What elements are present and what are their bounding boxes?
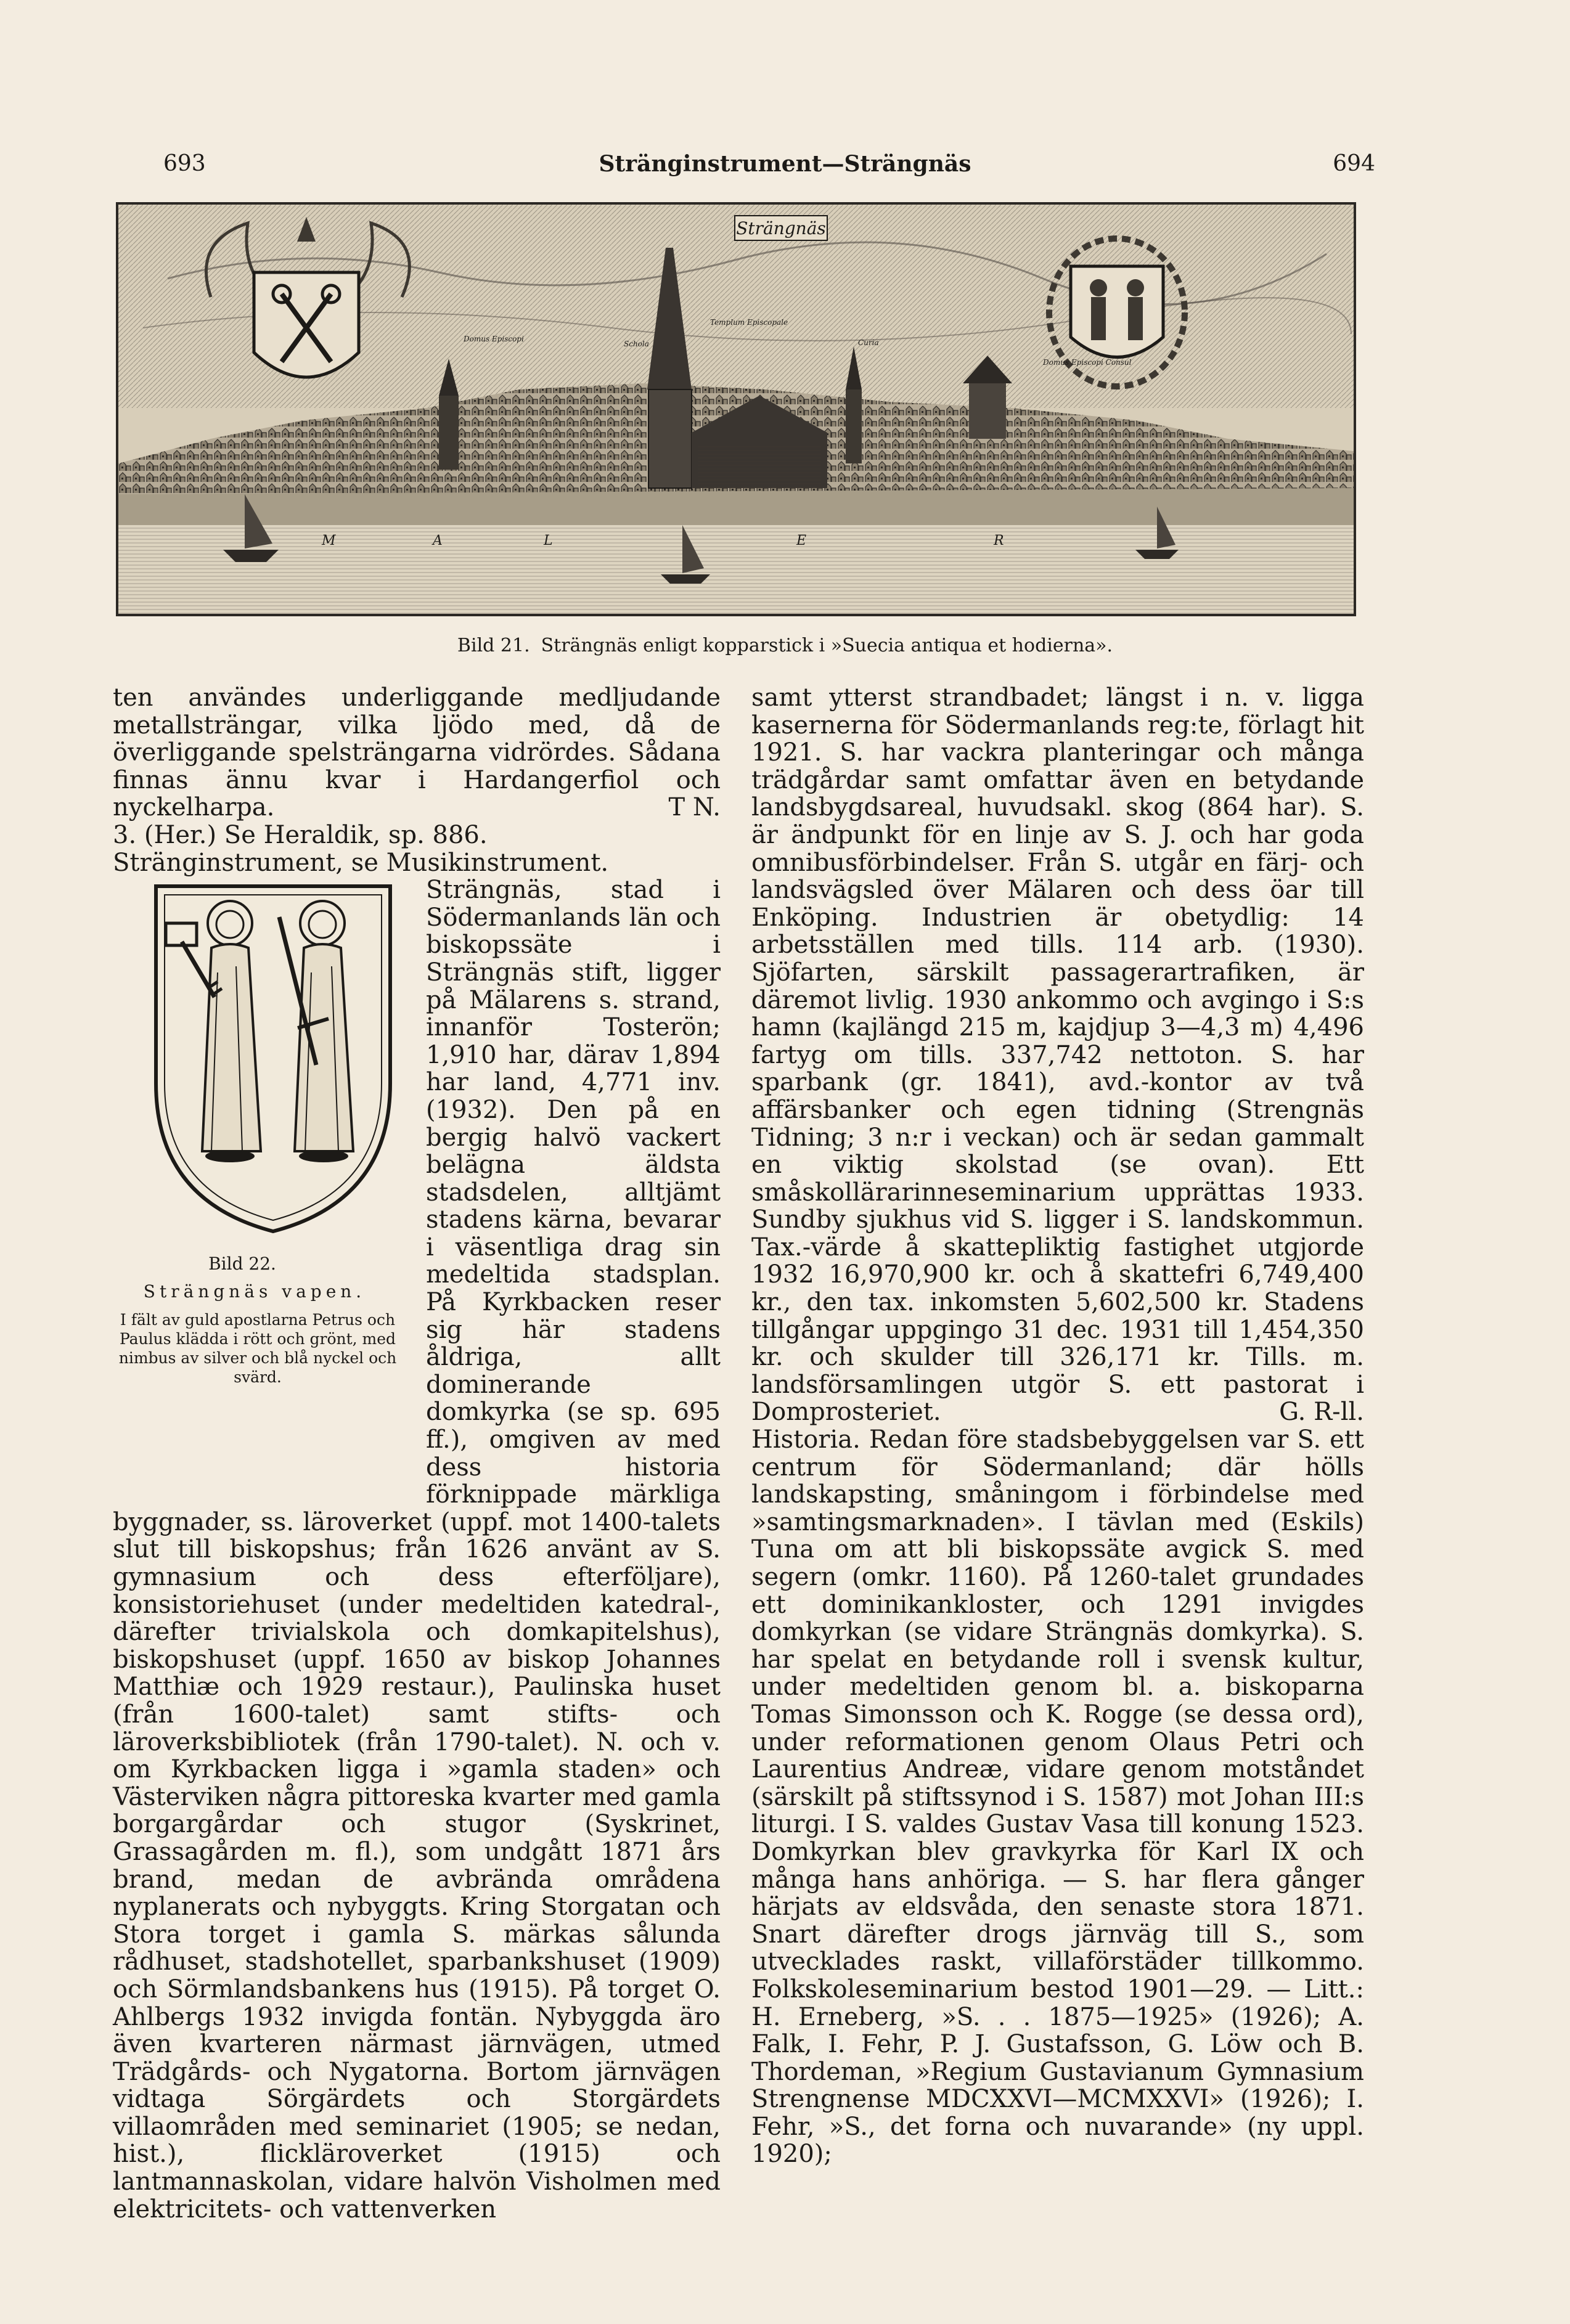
paragraph-hardanger: ten användes underliggande medljudande metallsträngar, vilka ljödo med, då de överliggande spelsträngarna vidrördes. Sådana finnas ännu kvar i Hardangerfiol och nyckelharpa. T N. bbox=[113, 683, 721, 822]
engraving-label: Templum Episcopale bbox=[710, 318, 788, 327]
text-column-right bbox=[751, 684, 1364, 2168]
paragraph-heraldik: 3. (Her.) Se Heraldik, sp. 886. bbox=[113, 820, 488, 849]
author-signature: T N. bbox=[668, 793, 721, 822]
paragraph-strangnas-continued: samt ytterst strandbadet; längst i n. v. ligga kasernerna för Södermanlands reg:te, förlagt hit 1921. S. har vackra planteringar och många trädgårdar samt omfattar även en betydande landsbygdsareal, huvudsakl. skog (864 har). S. är ändpunkt för en linje av S. J. och har goda omnibusförbindelser. Från S. utgår en färj- och landsvägsled över Mälaren och dess öar till Enköping. Industrien är obetydlig: 14 arbetsställen med tills. 114 arb. (1930). Sjöfarten, särskilt passagerartrafiken, är däremot livlig. 1930 ankommo och avgingo i S:s hamn (kajlängd 215 m, kajdjup 3—4,3 m) 4,496 fartyg om tills. 337,742 nettoton. S. har sparbank (gr. 1841), avd.-kontor av två affärsbanker och egen tidning (Strengnäs Tidning; 3 n:r i veckan) och är sedan gammalt en viktig skolstad (se ovan). Ett småskollärarinneseminarium upprättas 1933. Sundby sjukhus vid S. ligger i S. landskommun. Tax.-värde å skattepliktig fastighet utgjorde 1932 16,970,900 kr. och å skattefri 6,749,400 kr., den tax. inkomsten 5,602,500 kr. Stadens tillgångar uppgingo 31 dec. 1931 till 1,454,350 kr. och skulder till 326,171 kr. Tills. m. landsförsamlingen utgör S. ett pastorat i Domprosteriet. G. R-ll. bbox=[751, 683, 1364, 1427]
figure-22-name: Strängnäs vapen. bbox=[143, 1281, 366, 1302]
engraving-letter: A bbox=[433, 533, 443, 548]
engraving-letter: R bbox=[994, 533, 1004, 548]
paragraph-historia: Historia. Redan före stadsbebyggelsen var S. ett centrum för Södermanland; där hölls landskapsting, småningom i förbindelse med »samtingsmarknaden». I tävlan med (Eskils) Tuna om att bli biskopssäte avgick S. med segern (omkr. 1160). På 1260-talet grundades ett dominikankloster, och 1291 invigdes domkyrkan (se vidare Strängnäs domkyrka). S. har spelat en betydande roll i svensk kultur, under medeltiden genom bl. a. biskoparna Tomas Simonsson och K. Rogge (se dessa ord), under reformationen genom Olaus Petri och Laurentius Andreæ, vidare genom motståndet (särskilt på stiftssynod i S. 1587) mot Johan III:s liturgi. I S. valdes Gustav Vasa till konung 1523. Domkyrkan blev gravkyrka för Karl IX och många hans anhöriga. — S. har flera gånger härjats av eldsvåda, den senaste stora 1871. Snart därefter drogs järnväg till S., som utvecklades raskt, villaförstäder tillkommo. Folkskoleseminarium bestod 1901—29. — Litt.: H. Erneberg, »S. . . 1875—1925» (1926); A. Falk, I. Fehr, P. J. Gustafsson, G. Löw och B. Thordeman, »Regium Gustavianum Gymnasium Strengnense MDCXXVI—MCMXXVI» (1926); I. Fehr, »S., det forna och nuvarande» (ny uppl. 1920); bbox=[751, 1425, 1364, 2169]
engraving-letter: L bbox=[544, 533, 553, 548]
engraving-label: Domus Episcopi Consul bbox=[1043, 358, 1132, 367]
engraving-label: Domus Episcopi bbox=[464, 335, 524, 343]
running-header: Stränginstrument—Strängnäs bbox=[599, 151, 971, 177]
figure-21-label: Bild 21. bbox=[457, 635, 530, 656]
figure-21-caption bbox=[0, 635, 1570, 656]
figure-21-caption-text: Strängnäs enligt kopparstick i »Suecia antiqua et hodierna». bbox=[541, 635, 1113, 656]
figure-22-description: I fält av guld apostlarna Petrus och Paulus klädda i rött och grönt, med nimbus av silver och blå nyckel och svärd. bbox=[118, 1311, 397, 1387]
figure-22-label: Bild 22. bbox=[208, 1254, 276, 1274]
engraving-letter: E bbox=[796, 533, 807, 548]
engraving-label: Curia bbox=[858, 338, 879, 347]
engraving-strangnas bbox=[116, 202, 1356, 616]
engraving-letter: M bbox=[322, 533, 336, 548]
engraving-label: Schola bbox=[624, 340, 649, 348]
engraving-illustration bbox=[118, 205, 1354, 614]
engraving-title: Strängnäs bbox=[736, 218, 826, 239]
page-number-left: 693 bbox=[163, 151, 206, 176]
figure-22-coat-of-arms bbox=[113, 876, 420, 1493]
text-column-left bbox=[113, 684, 721, 2223]
page-number-right: 694 bbox=[1333, 151, 1375, 176]
coat-of-arms-icon bbox=[144, 880, 403, 1237]
entry-stranginstrument: Stränginstrument, se Musikinstrument. bbox=[113, 848, 609, 877]
author-signature: G. R-ll. bbox=[1279, 1398, 1364, 1427]
entry-strangnas: Strängnäs, stad i Södermanlands län och biskopssäte i Strängnäs stift, ligger på Mälarens s. strand, innanför Tosterön; 1,910 har, därav 1,894 har land, 4,771 inv. (1932). Den på en bergig halvö vackert belägna äldsta stadsdelen, alltjämt stadens kärna, bevarar i väsentliga drag sin medeltida stadsplan. På Kyrkbacken reser sig här stadens åldriga, allt dominerande domkyrka (se sp. 695 ff.), omgiven av med dess historia förknippade märkliga byggnader, ss. läroverket (uppf. mot 1400-talets slut till biskopshus; från 1626 använt av S. gymnasium och dess efterföljare), konsistoriehuset (under medeltiden katedral-, därefter trivialskola och domkapitelshus), biskopshuset (uppf. 1650 av biskop Johannes Matthiæ och 1929 restaur.), Paulinska huset (från 1600-talet) samt stifts- och läroverksbibliotek (från 1790-talet). N. och v. om Kyrkbacken ligga i »gamla staden» och Västerviken några pittoreska kvarter med gamla borgargårdar och stugor (Syskrinet, Grassagården m. fl.), som undgått 1871 års brand, medan de avbrända områdena nyplanerats och nybyggts. Kring Storgatan och Stora torget i gamla S. märkas sålunda rådhuset, stadshotellet, sparbankshuset (1909) och Sörmlandsbankens hus (1915). På torget O. Ahlbergs 1932 invigda fontän. Nybyggda äro även kvarteren närmast järnvägen, utmed Trädgårds- och Nygatorna. Bortom järnvägen vidtaga Sörgärdets och Storgärdets villaområden med seminariet (1905; se nedan, hist.), flickläroverket (1915) och lantmannaskolan, vidare halvön Visholmen med elektricitets- och vattenverken bbox=[113, 876, 721, 2224]
